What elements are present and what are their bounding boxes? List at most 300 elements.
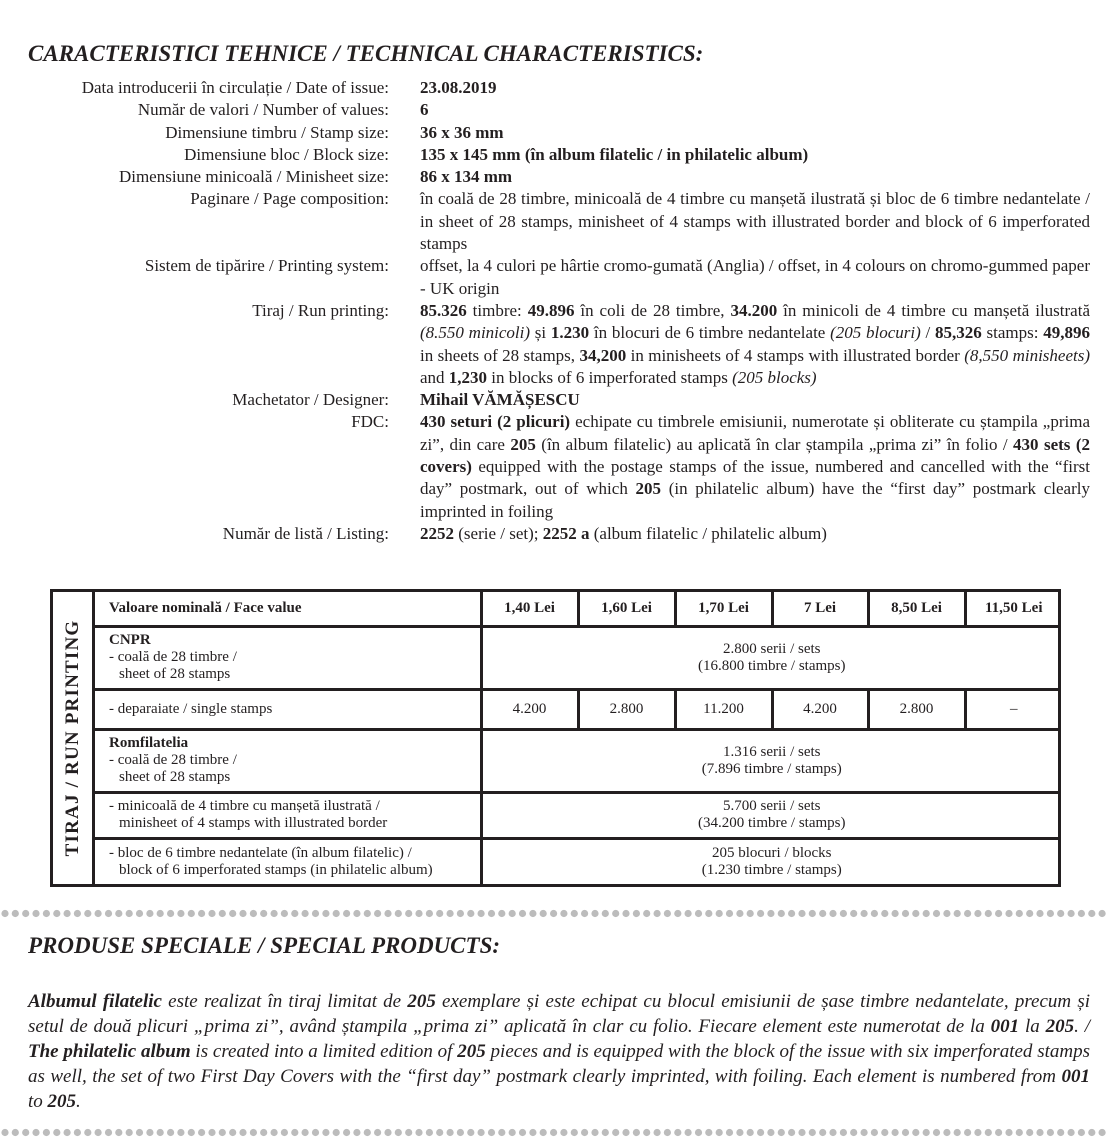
separator-dot <box>923 1129 930 1136</box>
separator-dot <box>219 910 226 917</box>
single-value-4: 4.200 <box>772 689 868 729</box>
separator-dot <box>333 1129 340 1136</box>
separator-dot <box>819 910 826 917</box>
rom-sheet-line2: sheet of 28 stamps <box>119 769 231 785</box>
separator-dot <box>250 1129 257 1136</box>
single-value-1: 4.200 <box>481 689 578 729</box>
face-value-header: Valoare nominală / Face value <box>95 592 481 626</box>
separator-dot <box>964 1129 971 1136</box>
separator-dot <box>736 910 743 917</box>
separator-dot <box>1088 910 1095 917</box>
spec-row-fdc <box>0 411 1112 522</box>
block-count: 205 blocuri / blocks <box>711 844 832 861</box>
run-value: 85.326 timbre: 49.896 în coli de 28 timbre, 34.200 în minicoli de 4 timbre cu manșetă ilustrată (8.550 minicoli) și 1.230 în blocuri de 6 timbre nedantelate (205 blocuri) / 85,326 stamps: 49,896 in sheets of 28 stamps, 34,200 in minisheets of 4 stamps with illustrated border (8,550 minisheets) and 1,230 in blocks of 6 imperforated stamps (205 blocks) <box>420 300 1090 387</box>
romfilatelia-sheet-label <box>95 729 481 792</box>
separator-dot <box>478 910 485 917</box>
separator-dot <box>850 910 857 917</box>
separator-dot <box>43 1129 50 1136</box>
separator-dot <box>1 1129 8 1136</box>
separator-dot <box>1026 910 1033 917</box>
separator-dot <box>53 1129 60 1136</box>
face-value-2: 1,60 Lei <box>578 592 675 626</box>
separator-dot <box>767 910 774 917</box>
rom-sheet-line1: - coală de 28 timbre / <box>109 752 237 768</box>
separator-dot <box>302 910 309 917</box>
separator-dot <box>726 910 733 917</box>
date-value: 23.08.2019 <box>420 78 497 97</box>
separator-dot <box>509 910 516 917</box>
separator-dot <box>664 1129 671 1136</box>
single-value-5: 2.800 <box>868 689 965 729</box>
separator-dot <box>467 910 474 917</box>
separator-dot <box>798 910 805 917</box>
separator-dot <box>447 1129 454 1136</box>
separator-dot <box>581 1129 588 1136</box>
separator-dot <box>281 1129 288 1136</box>
separator-dot <box>1047 1129 1054 1136</box>
separator-dot <box>757 910 764 917</box>
separator-dot <box>115 910 122 917</box>
separator-dot <box>550 910 557 917</box>
table-row <box>95 626 1061 689</box>
separator-dot <box>685 1129 692 1136</box>
separator-dot <box>902 910 909 917</box>
face-value-6: 11,50 Lei <box>965 592 1061 626</box>
block-value <box>481 838 1061 884</box>
separator-dot <box>726 1129 733 1136</box>
spec-row-date <box>0 77 1112 99</box>
separator-dot <box>1057 910 1064 917</box>
separator-dot <box>757 1129 764 1136</box>
separator-dot <box>736 1129 743 1136</box>
separator-dot <box>1078 1129 1085 1136</box>
separator-dot <box>985 1129 992 1136</box>
separator-dot <box>840 1129 847 1136</box>
separator-dot <box>146 910 153 917</box>
separator-dot <box>1 910 8 917</box>
separator-dot <box>95 1129 102 1136</box>
separator-dot <box>881 1129 888 1136</box>
minisheet-stamps: (34.200 timbre / stamps) <box>698 815 846 831</box>
listing-label: Număr de listă / Listing: <box>222 523 389 543</box>
separator-dot <box>239 1129 246 1136</box>
separator-dot <box>654 910 661 917</box>
separator-dot <box>271 1129 278 1136</box>
separator-dot <box>1068 910 1075 917</box>
separator-dot <box>716 910 723 917</box>
separator-dot <box>126 910 133 917</box>
separator-dot <box>1016 910 1023 917</box>
separator-dot <box>302 1129 309 1136</box>
rom-sheet-sets: 1.316 serii / sets <box>723 743 821 760</box>
separator-dot <box>664 910 671 917</box>
separator-dot <box>933 1129 940 1136</box>
separator-dot <box>395 910 402 917</box>
spec-row-page-composition <box>0 188 1112 255</box>
separator-dot <box>43 910 50 917</box>
separator-dot <box>550 1129 557 1136</box>
separator-dot <box>861 1129 868 1136</box>
designer-label: Machetator / Designer: <box>232 390 389 410</box>
cnpr-sheet-value <box>481 626 1061 689</box>
separator-dot <box>529 910 536 917</box>
minisheet-size-value: 86 x 134 mm <box>420 167 513 187</box>
separator-dot <box>788 1129 795 1136</box>
separator-dot <box>612 1129 619 1136</box>
separator-dot <box>591 910 598 917</box>
separator-dot <box>892 910 899 917</box>
separator-dot <box>478 1129 485 1136</box>
separator-dot <box>1005 1129 1012 1136</box>
separator-dot <box>229 910 236 917</box>
technical-characteristics <box>0 77 1112 545</box>
separator-dot <box>136 1129 143 1136</box>
separator-dot <box>943 1129 950 1136</box>
spec-row-block-size <box>0 144 1112 166</box>
romfilatelia-group-label: Romfilatelia <box>109 735 189 751</box>
separator-dot <box>260 910 267 917</box>
printing-label: Sistem de tipărire / Printing system: <box>144 256 389 276</box>
separator-dot <box>850 1129 857 1136</box>
cnpr-sheet-line1: - coală de 28 timbre / <box>109 649 237 665</box>
separator-dot <box>146 1129 153 1136</box>
separator-dot <box>84 910 91 917</box>
separator-dot <box>498 1129 505 1136</box>
minisheet-line1: - minicoală de 4 timbre cu manșetă ilustrată / <box>109 798 380 814</box>
separator-dot <box>974 910 981 917</box>
separator-dot <box>364 1129 371 1136</box>
separator-dot <box>291 1129 298 1136</box>
separator-dot <box>612 910 619 917</box>
block-size-value: 135 x 145 mm (în album filatelic / in philatelic album) <box>420 144 809 164</box>
separator-dot <box>695 1129 702 1136</box>
single-value-2: 2.800 <box>578 689 675 729</box>
separator-dot <box>933 910 940 917</box>
separator-dot <box>177 910 184 917</box>
separator-dot <box>250 910 257 917</box>
spec-row-minisheet-size <box>0 166 1112 188</box>
separator-dot <box>602 1129 609 1136</box>
separator-dot <box>353 910 360 917</box>
separator-dot <box>674 910 681 917</box>
separator-dot <box>198 1129 205 1136</box>
separator-dot <box>126 1129 133 1136</box>
separator-dot <box>560 910 567 917</box>
separator-dot <box>208 910 215 917</box>
separator-dot <box>716 1129 723 1136</box>
separator-dot <box>974 1129 981 1136</box>
table-row <box>95 729 1061 792</box>
separator-dot <box>64 1129 71 1136</box>
separator-dot <box>705 910 712 917</box>
separator-dot <box>1047 910 1054 917</box>
separator-dot <box>447 910 454 917</box>
separator-dot <box>1057 1129 1064 1136</box>
separator-dot <box>1068 1129 1075 1136</box>
separator-dot <box>571 910 578 917</box>
separator-dot <box>695 910 702 917</box>
separator-dot <box>1026 1129 1033 1136</box>
separator-dot <box>405 910 412 917</box>
dotted-separator-top <box>0 909 1112 918</box>
separator-dot <box>177 1129 184 1136</box>
separator-dot <box>985 910 992 917</box>
separator-dot <box>74 910 81 917</box>
separator-dot <box>343 910 350 917</box>
separator-dot <box>467 1129 474 1136</box>
separator-dot <box>809 910 816 917</box>
separator-dot <box>239 910 246 917</box>
separator-dot <box>861 910 868 917</box>
separator-dot <box>426 910 433 917</box>
stamp-size-label: Dimensiune timbru / Stamp size: <box>165 122 389 142</box>
face-value-5: 8,50 Lei <box>868 592 965 626</box>
separator-dot <box>788 910 795 917</box>
fdc-label: FDC: <box>351 412 389 432</box>
separator-dot <box>312 1129 319 1136</box>
separator-dot <box>260 1129 267 1136</box>
cnpr-sheet-stamps: (16.800 timbre / stamps) <box>698 657 846 674</box>
run-printing-side-text: TIRAJ / RUN PRINTING <box>61 619 83 857</box>
page-composition-label: Paginare / Page composition: <box>190 189 389 209</box>
face-value-3: 1,70 Lei <box>675 592 772 626</box>
separator-dot <box>488 1129 495 1136</box>
designer-value: Mihail VĂMĂȘESCU <box>420 390 580 410</box>
separator-dot <box>384 910 391 917</box>
separator-dot <box>778 910 785 917</box>
separator-dot <box>1036 1129 1043 1136</box>
separator-dot <box>643 1129 650 1136</box>
separator-dot <box>364 910 371 917</box>
separator-dot <box>95 910 102 917</box>
values-label: Număr de valori / Number of values: <box>137 100 389 120</box>
separator-dot <box>633 910 640 917</box>
separator-dot <box>529 1129 536 1136</box>
cnpr-group-label: CNPR <box>109 632 151 648</box>
face-value-4: 7 Lei <box>772 592 868 626</box>
separator-dot <box>829 910 836 917</box>
minisheet-label <box>95 792 481 838</box>
separator-dot <box>115 1129 122 1136</box>
cnpr-sheet-sets: 2.800 serii / sets <box>723 640 821 657</box>
separator-dot <box>74 1129 81 1136</box>
separator-dot <box>995 1129 1002 1136</box>
separator-dot <box>622 910 629 917</box>
rom-sheet-stamps: (7.896 timbre / stamps) <box>701 760 842 777</box>
separator-dot <box>208 1129 215 1136</box>
spec-row-designer <box>0 389 1112 411</box>
separator-dot <box>1099 910 1106 917</box>
separator-dot <box>457 1129 464 1136</box>
separator-dot <box>498 910 505 917</box>
separator-dot <box>395 1129 402 1136</box>
separator-dot <box>1099 1129 1106 1136</box>
separator-dot <box>622 1129 629 1136</box>
table-row <box>95 792 1061 838</box>
separator-dot <box>436 1129 443 1136</box>
separator-dot <box>798 1129 805 1136</box>
separator-dot <box>902 1129 909 1136</box>
separator-dot <box>954 1129 961 1136</box>
values-value: 6 <box>420 100 429 120</box>
cnpr-sheet-line2: sheet of 28 stamps <box>119 666 231 682</box>
separator-dot <box>188 1129 195 1136</box>
separator-dot <box>415 910 422 917</box>
separator-dot <box>374 1129 381 1136</box>
separator-dot <box>32 910 39 917</box>
listing-value: 2252 (serie / set); 2252 a (album filatelic / philatelic album) <box>420 523 827 543</box>
separator-dot <box>892 1129 899 1136</box>
separator-dot <box>809 1129 816 1136</box>
separator-dot <box>540 1129 547 1136</box>
spec-row-printing <box>0 255 1112 300</box>
separator-dot <box>540 910 547 917</box>
run-table-grid <box>95 592 1061 884</box>
minisheet-line2: minisheet of 4 stamps with illustrated border <box>119 815 388 831</box>
separator-dot <box>136 910 143 917</box>
separator-dot <box>281 910 288 917</box>
separator-dot <box>84 1129 91 1136</box>
separator-dot <box>322 910 329 917</box>
separator-dot <box>643 910 650 917</box>
block-line2: block of 6 imperforated stamps (in philatelic album) <box>119 861 433 878</box>
separator-dot <box>923 910 930 917</box>
separator-dot <box>167 910 174 917</box>
separator-dot <box>819 1129 826 1136</box>
separator-dot <box>654 1129 661 1136</box>
minisheet-sets: 5.700 serii / sets <box>723 798 821 814</box>
separator-dot <box>312 910 319 917</box>
separator-dot <box>1036 910 1043 917</box>
table-row <box>95 838 1061 884</box>
run-printing-table <box>50 589 1061 887</box>
separator-dot <box>105 910 112 917</box>
separator-dot <box>519 910 526 917</box>
fdc-value: 430 seturi (2 plicuri) echipate cu timbrele emisiunii, numerotate și obliterate cu ștampila „prima zi”, din care 205 (în album filatelic) au aplicată în clar ștampila „prima zi” în folio / 430 sets (2 covers) equipped with the postage stamps of the issue, numbered and cancelled with the “first day” postmark, out of which 205 (in philatelic album) have the “first day” postmark clearly imprinted in foiling <box>420 412 1090 521</box>
separator-dot <box>685 910 692 917</box>
separator-dot <box>322 1129 329 1136</box>
separator-dot <box>105 1129 112 1136</box>
separator-dot <box>705 1129 712 1136</box>
separator-dot <box>53 910 60 917</box>
stamp-size-value: 36 x 36 mm <box>420 122 504 142</box>
minisheet-value <box>481 792 1061 838</box>
minisheet-size-label: Dimensiune minicoală / Minisheet size: <box>118 167 389 187</box>
separator-dot <box>353 1129 360 1136</box>
spec-row-stamp-size <box>0 122 1112 144</box>
separator-dot <box>12 1129 19 1136</box>
separator-dot <box>271 910 278 917</box>
separator-dot <box>995 910 1002 917</box>
separator-dot <box>747 910 754 917</box>
separator-dot <box>571 1129 578 1136</box>
spec-row-values <box>0 99 1112 121</box>
block-line1: - bloc de 6 timbre nedantelate (în album filatelic) / <box>109 844 412 861</box>
separator-dot <box>840 910 847 917</box>
separator-dot <box>519 1129 526 1136</box>
separator-dot <box>157 910 164 917</box>
separator-dot <box>291 910 298 917</box>
separator-dot <box>602 910 609 917</box>
dotted-separator-bottom <box>0 1128 1112 1137</box>
separator-dot <box>767 1129 774 1136</box>
separator-dot <box>405 1129 412 1136</box>
separator-dot <box>778 1129 785 1136</box>
separator-dot <box>871 910 878 917</box>
separator-dot <box>198 910 205 917</box>
separator-dot <box>167 1129 174 1136</box>
separator-dot <box>436 910 443 917</box>
separator-dot <box>964 910 971 917</box>
separator-dot <box>509 1129 516 1136</box>
separator-dot <box>12 910 19 917</box>
separator-dot <box>954 910 961 917</box>
block-stamps: (1.230 timbre / stamps) <box>701 861 842 878</box>
separator-dot <box>229 1129 236 1136</box>
spec-row-listing <box>0 523 1112 545</box>
separator-dot <box>674 1129 681 1136</box>
separator-dot <box>415 1129 422 1136</box>
separator-dot <box>488 910 495 917</box>
separator-dot <box>426 1129 433 1136</box>
face-value-1: 1,40 Lei <box>481 592 578 626</box>
separator-dot <box>219 1129 226 1136</box>
table-header-row <box>95 592 1061 626</box>
separator-dot <box>22 1129 29 1136</box>
spec-row-run <box>0 300 1112 389</box>
separator-dot <box>829 1129 836 1136</box>
separator-dot <box>633 1129 640 1136</box>
run-label: Tiraj / Run printing: <box>252 300 389 320</box>
separator-dot <box>343 1129 350 1136</box>
run-printing-side-label <box>53 592 95 884</box>
separator-dot <box>22 910 29 917</box>
date-label: Data introducerii în circulație / Date of issue: <box>81 78 389 97</box>
separator-dot <box>384 1129 391 1136</box>
special-products-heading: PRODUSE SPECIALE / SPECIAL PRODUCTS: <box>28 933 501 958</box>
separator-dot <box>1078 910 1085 917</box>
separator-dot <box>188 910 195 917</box>
separator-dot <box>1088 1129 1095 1136</box>
separator-dot <box>881 910 888 917</box>
printing-value: offset, la 4 culori pe hârtie cromo-gumată (Anglia) / offset, in 4 colours on chromo-gummed paper - UK origin <box>420 256 1090 298</box>
separator-dot <box>912 910 919 917</box>
separator-dot <box>32 1129 39 1136</box>
separator-dot <box>591 1129 598 1136</box>
technical-heading: CARACTERISTICI TEHNICE / TECHNICAL CHARACTERISTICS: <box>28 41 704 66</box>
block-size-label: Dimensiune bloc / Block size: <box>184 144 389 164</box>
romfilatelia-sheet-value <box>481 729 1061 792</box>
separator-dot <box>374 910 381 917</box>
single-stamps-label: - deparaiate / single stamps <box>95 689 481 729</box>
block-label <box>95 838 481 884</box>
single-value-3: 11.200 <box>675 689 772 729</box>
separator-dot <box>1005 910 1012 917</box>
separator-dot <box>747 1129 754 1136</box>
separator-dot <box>581 910 588 917</box>
separator-dot <box>64 910 71 917</box>
separator-dot <box>871 1129 878 1136</box>
separator-dot <box>943 910 950 917</box>
separator-dot <box>1016 1129 1023 1136</box>
separator-dot <box>333 910 340 917</box>
separator-dot <box>560 1129 567 1136</box>
separator-dot <box>157 1129 164 1136</box>
single-value-6: – <box>965 689 1061 729</box>
separator-dot <box>912 1129 919 1136</box>
cnpr-sheet-label <box>95 626 481 689</box>
separator-dot <box>457 910 464 917</box>
